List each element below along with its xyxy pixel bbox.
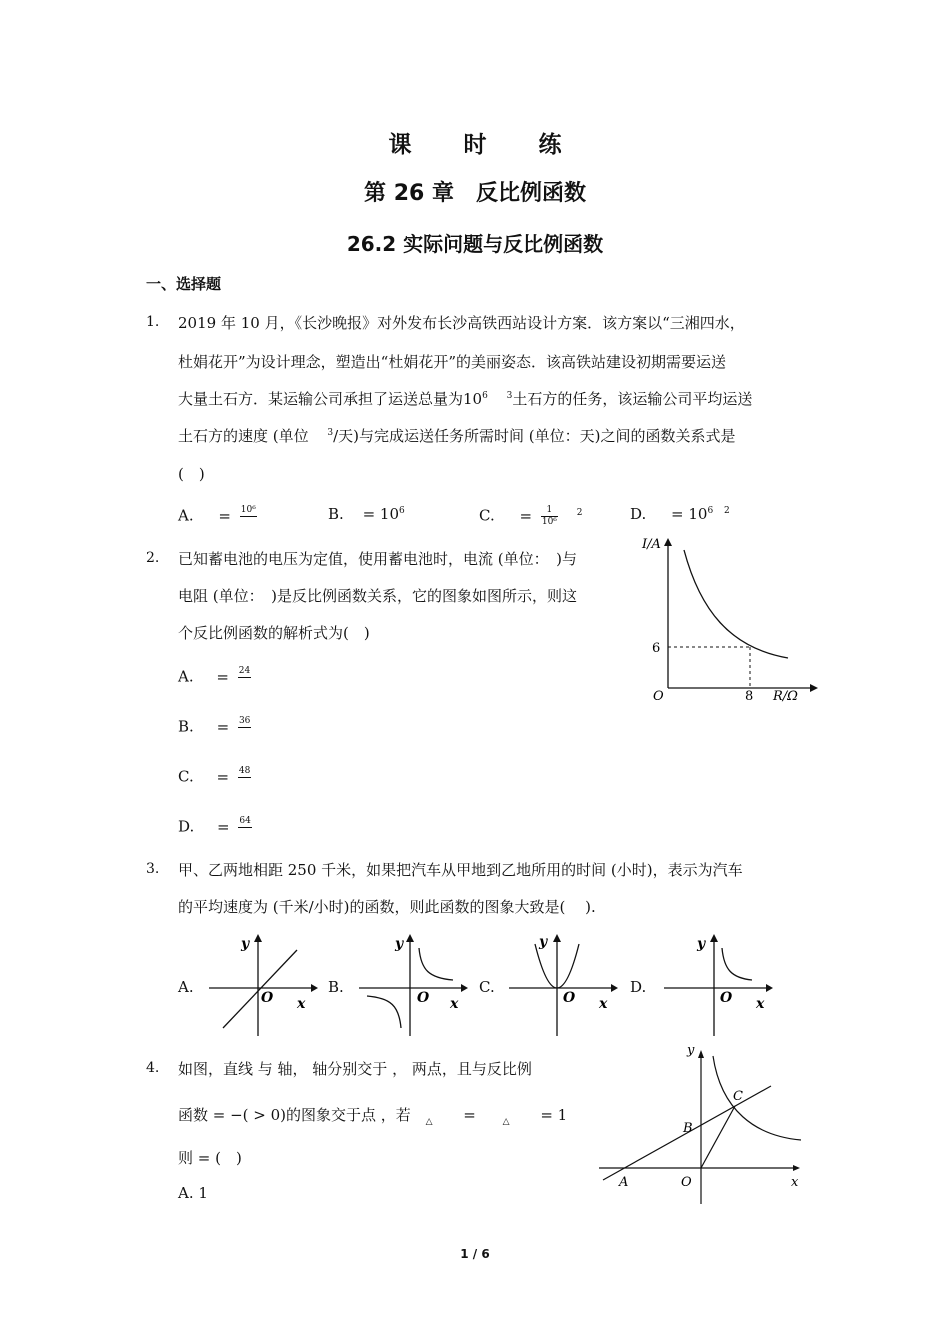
q2-option-b[interactable]	[178, 716, 251, 739]
q3b-curve-3	[367, 996, 401, 1028]
q4-line2-a: 函数 = −( > 0)的图象交于点 ，若	[178, 1106, 411, 1124]
q2-option-d-num: 64	[239, 816, 251, 826]
q3-option-b-label[interactable]: B.	[328, 978, 344, 996]
q2-option-c-fraction	[238, 766, 251, 789]
q2-x-label: R/Ω	[773, 689, 798, 704]
q4-point-a: A	[619, 1175, 629, 1190]
q3d-x-label: x	[756, 996, 765, 1012]
q1-line3-a: 大量土石方．某运输公司承担了运送总量为10	[178, 390, 483, 408]
q4-y-label: y	[687, 1043, 695, 1058]
q3a-x-arrow	[311, 984, 318, 992]
q3-graph-d	[660, 928, 775, 1040]
q2-option-c-num: 48	[238, 766, 251, 776]
q1-option-a-num: 10⁶	[240, 505, 256, 515]
q2-graph	[640, 530, 820, 710]
question-4-line-1: 如图，直线 与 轴， 轴分别交于 ， 两点，且与反比例	[178, 1060, 532, 1078]
q3c-x-label: x	[599, 996, 608, 1012]
question-1-line-4	[178, 425, 736, 446]
q2-option-d-eq: =	[217, 817, 230, 836]
q2-option-a-fraction	[238, 666, 251, 689]
q4-line2-equals: =	[463, 1106, 476, 1124]
q2-option-d[interactable]	[178, 816, 252, 839]
question-4-line-2	[178, 1104, 567, 1127]
q2-option-d-label: D.	[178, 817, 195, 836]
question-3-number: 3.	[146, 861, 160, 877]
q2-x-arrow	[810, 684, 818, 692]
q2-y-label: I/A	[642, 537, 661, 552]
question-3-line-1: 甲、乙两地相距 250 千米，如果把汽车从甲地到乙地所用的时间 (小时)，表示为汽车	[178, 861, 743, 879]
question-1-line-1: 2019 年 10 月，《长沙晚报》对外发布长沙高铁西站设计方案．该方案以“三湘四水，	[178, 314, 745, 332]
q3a-x-label: x	[297, 996, 306, 1012]
q1-option-a-fraction	[240, 505, 257, 528]
q1-option-c-fraction	[541, 505, 558, 528]
q1-option-a[interactable]	[178, 505, 257, 528]
q3b-curve-1	[419, 948, 453, 980]
q3c-y-arrow	[553, 934, 561, 942]
q1-option-d-sup2: 2	[724, 506, 730, 516]
q2-option-c-label: C.	[178, 767, 194, 786]
q2-option-b-eq: =	[216, 717, 230, 736]
q1-line4-a: 土石方的速度 (单位	[178, 427, 314, 445]
q3b-x-arrow	[461, 984, 468, 992]
q4-point-b: B	[683, 1121, 693, 1136]
q1-option-b-sup: 6	[399, 506, 405, 516]
q3d-y-arrow	[710, 934, 718, 942]
question-1-line-5: ( )	[178, 465, 205, 483]
q1-option-b-eq: = 10	[362, 505, 400, 523]
q1-option-d-label: D.	[630, 505, 647, 523]
q3a-line	[223, 950, 297, 1028]
q4-hyperbola	[713, 1056, 801, 1140]
q2-option-a-num: 24	[238, 666, 251, 676]
q2-x-tick: 8	[745, 689, 754, 704]
question-1-number: 1.	[146, 314, 160, 330]
q4-graph	[595, 1040, 810, 1210]
q3b-origin: O	[417, 990, 430, 1006]
q3d-y-label: y	[697, 936, 706, 952]
question-1-line-3	[178, 388, 752, 409]
q4-x-label: x	[791, 1175, 799, 1190]
q2-option-d-fraction	[238, 816, 251, 839]
q1-option-c-label: C.	[479, 506, 495, 525]
q4-option-a[interactable]: A. 1	[178, 1184, 208, 1202]
q1-line4-sup: 3	[327, 428, 334, 438]
question-1-line-2: 杜娟花开”为设计理念，塑造出“杜娟花开”的美丽姿态．该高铁站建设初期需要运送	[178, 353, 727, 371]
q2-curve	[684, 550, 788, 658]
question-2-line-1: 已知蓄电池的电压为定值，使用蓄电池时，电流 (单位： )与	[178, 550, 577, 568]
q2-option-b-fraction	[238, 716, 251, 739]
question-2-line-3: 个反比例函数的解析式为( )	[178, 624, 370, 642]
chapter-title: 第 26 章 反比例函数	[364, 181, 586, 206]
q2-option-b-num: 36	[238, 716, 251, 726]
q1-option-a-label: A.	[178, 506, 194, 525]
q3b-x-label: x	[450, 996, 459, 1012]
q2-y-arrow	[664, 538, 672, 546]
q4-line2-end: = 1	[540, 1106, 568, 1124]
q1-line3-sup2: 3	[506, 391, 513, 401]
q2-option-a[interactable]	[178, 666, 251, 689]
question-3-line-2: 的平均速度为 (千米/小时)的函数，则此函数的图象大致是( ).	[178, 898, 596, 916]
q3b-y-label: y	[395, 936, 404, 952]
q3b-y-arrow	[406, 934, 414, 942]
q3d-origin: O	[720, 990, 733, 1006]
q2-option-c[interactable]	[178, 766, 251, 789]
q3a-y-label: y	[241, 936, 250, 952]
q3c-y-label: y	[539, 934, 548, 950]
q1-line3-b: 土石方的任务，该运输公司平均运送	[512, 390, 753, 408]
q3-option-d-label[interactable]: D.	[630, 978, 647, 996]
q1-option-a-eq: =	[218, 506, 231, 525]
q1-option-b-label: B.	[328, 505, 344, 523]
q4-point-c: C	[733, 1089, 743, 1104]
q2-option-a-label: A.	[178, 667, 194, 686]
q2-option-a-eq: =	[216, 667, 229, 686]
q1-option-c[interactable]	[479, 505, 582, 528]
q3-graph-c	[505, 928, 620, 1040]
q2-origin: O	[653, 689, 664, 704]
q4-line2-triangle-1: △	[425, 1117, 433, 1127]
question-4-line-3: 则 = ( )	[178, 1149, 242, 1167]
q1-option-c-num: 1	[541, 505, 558, 517]
section-title: 26.2 实际问题与反比例函数	[346, 232, 604, 256]
q3a-origin: O	[261, 990, 274, 1006]
q4-x-arrow	[793, 1165, 800, 1171]
q1-option-b[interactable]	[328, 505, 405, 523]
q1-line4-b: /天)与完成运送任务所需时间 (单位：天)之间的函数关系式是	[333, 427, 736, 445]
q2-y-tick: 6	[652, 641, 661, 656]
q3d-curve	[722, 948, 752, 980]
q4-y-arrow	[698, 1050, 704, 1058]
q3-option-a-label[interactable]: A.	[178, 978, 194, 996]
q1-option-d-sup: 6	[707, 506, 714, 516]
q3d-x-arrow	[766, 984, 773, 992]
q3c-x-arrow	[611, 984, 618, 992]
section-heading: 一、选择题	[146, 275, 222, 293]
q1-option-c-sup: 2	[576, 507, 583, 518]
q1-option-d-eq: = 10	[671, 505, 708, 523]
q4-origin: O	[681, 1175, 692, 1190]
q3c-origin: O	[563, 990, 576, 1006]
question-2-line-2: 电阻 (单位： )是反比例函数关系，它的图象如图所示，则这	[178, 587, 577, 605]
q3-graph-a	[205, 928, 320, 1040]
q4-line2-triangle-2: △	[502, 1117, 510, 1127]
question-2-number: 2.	[146, 550, 160, 566]
q1-line3-sup: 6	[482, 391, 488, 401]
q1-option-c-den: 10⁶	[541, 517, 557, 527]
page-number: 1 / 6	[460, 1247, 490, 1261]
q1-option-d[interactable]	[630, 505, 730, 523]
q1-option-c-eq: =	[519, 506, 533, 525]
q3a-y-arrow	[254, 934, 262, 942]
q3-graph-b	[355, 928, 470, 1040]
q2-option-c-eq: =	[216, 767, 230, 786]
q2-option-b-label: B.	[178, 717, 194, 736]
q3-option-c-label[interactable]: C.	[479, 978, 495, 996]
question-4-number: 4.	[146, 1060, 160, 1076]
doc-title: 课 时 练	[388, 132, 584, 158]
